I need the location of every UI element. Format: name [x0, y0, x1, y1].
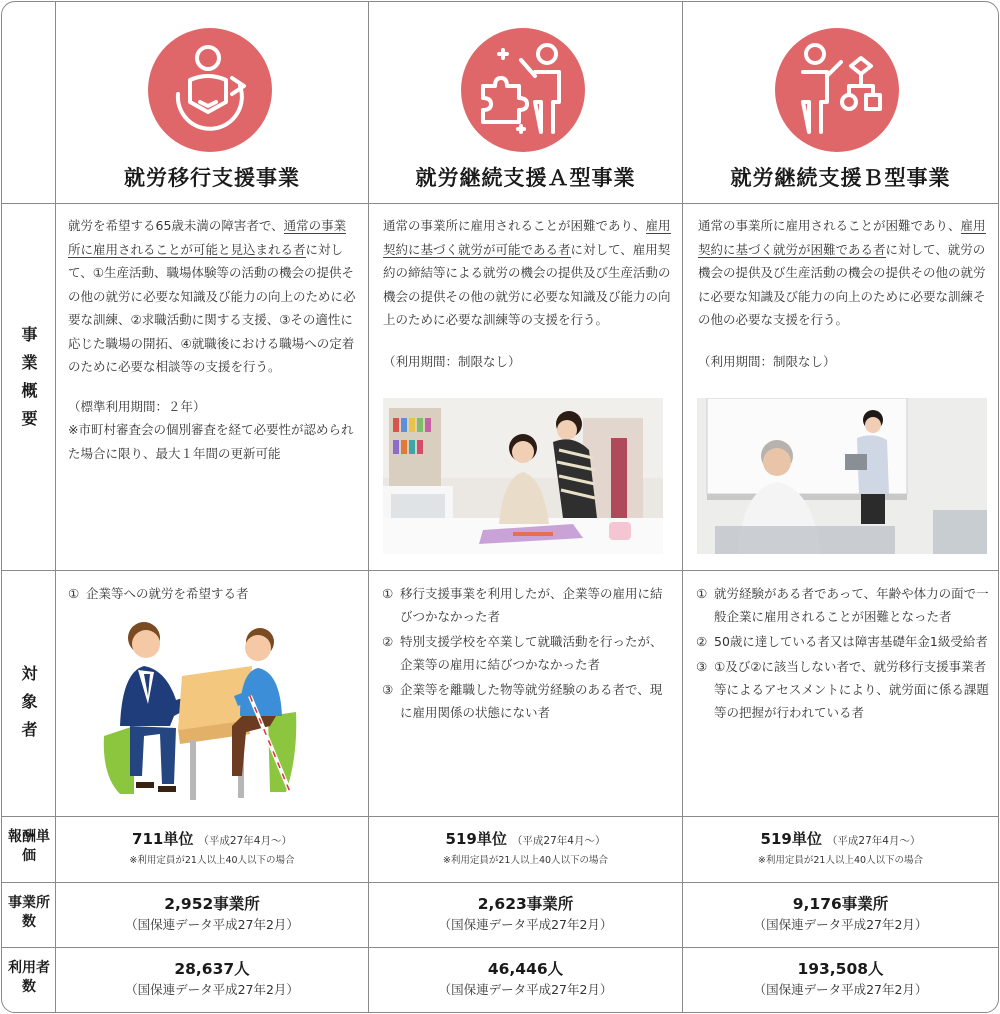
- overview-text-part: 通常の事業所に雇用されることが困難であり、: [698, 218, 961, 233]
- fee-note: ※利用定員が21人以上40人以下の場合: [129, 855, 295, 866]
- fee-type-a: [369, 828, 682, 866]
- offices-value: 9,176事業所: [792, 895, 889, 913]
- row-label-overview: 事業概要: [19, 326, 38, 438]
- users-transition: [56, 957, 368, 998]
- row-divider: [2, 882, 998, 883]
- users-source: （国保連データ平成27年2月）: [438, 982, 613, 997]
- fee-value: 519単位: [760, 830, 822, 848]
- fee-value: 519単位: [445, 830, 507, 848]
- target-item: [382, 630, 674, 676]
- users-value: 46,446人: [487, 960, 564, 978]
- fee-transition: [56, 828, 368, 866]
- target-text: 企業等への就労を希望する者: [86, 586, 249, 601]
- overview-text-part: に対して、①生産活動、職場体験等の活動の機会の提供その他の就労に必要な知識及び能力の向上のために必要な訓練、②求職活動に関する支援、③その適性に応じた職場の開拓、④就職後における職場への定着のために必要な相談等の支援を行う。: [68, 241, 356, 374]
- target-number: ③: [696, 659, 708, 674]
- target-text: 就労経験がある者であって、年齢や体力の面で一般企業に雇用されることが困難となった者: [714, 586, 989, 624]
- target-list: [68, 582, 363, 605]
- row-label-fee: 報酬単価: [8, 829, 50, 864]
- consultation-illustration: [100, 616, 300, 806]
- workshop-photo: [383, 398, 663, 554]
- target-list: [382, 582, 674, 724]
- overview-type-a: [383, 214, 671, 373]
- fee-period: （平成27年4月～）: [511, 835, 606, 847]
- training-photo: [697, 398, 987, 554]
- overview-text: [68, 214, 358, 379]
- target-number: ①: [382, 586, 394, 601]
- target-number: ②: [696, 634, 708, 649]
- target-number: ①: [696, 586, 708, 601]
- overview-text-underlined: 雇用契約に基づく就労が可能である者: [383, 218, 671, 257]
- target-text: 50歳に達している者又は障害基礎年金1級受給者: [714, 634, 988, 649]
- target-transition: [68, 582, 363, 607]
- row-label-target: 対象者: [19, 665, 38, 749]
- row-divider: [2, 203, 998, 204]
- offices-source: （国保連データ平成27年2月）: [753, 917, 928, 932]
- users-source: （国保連データ平成27年2月）: [125, 982, 299, 997]
- column-title-type-b: 就労継続支援Ｂ型事業: [730, 166, 951, 190]
- overview-text-part: 通常の事業所に雇用されることが困難であり、: [383, 218, 646, 233]
- offices-type-b: [683, 892, 998, 933]
- users-type-a: [369, 957, 682, 998]
- overview-text: [698, 214, 988, 332]
- fee-period: （平成27年4月～）: [826, 835, 921, 847]
- workshop-photo-illustration: [383, 398, 663, 554]
- fee-note: ※利用定員が21人以上40人以下の場合: [757, 855, 924, 866]
- offices-transition: [56, 892, 368, 933]
- target-number: ②: [382, 634, 394, 649]
- column-title-type-a: 就労継続支援Ａ型事業: [415, 166, 636, 190]
- overview-type-b: [698, 214, 988, 373]
- overview-transition: [68, 214, 358, 465]
- row-divider: [2, 816, 998, 817]
- target-text: 移行支援事業を利用したが、企業等の雇用に結びつかなかった者: [400, 586, 663, 624]
- target-text: 特別支援学校を卒業して就職活動を行ったが、企業等の雇用に結びつかなかった者: [400, 634, 663, 672]
- target-type-a: [382, 582, 674, 726]
- overview-text: [383, 214, 671, 332]
- overview-text-underlined: 雇用契約に基づく就労が困難である者: [698, 218, 986, 257]
- overview-text-part: に対して、雇用契約の締結等による就労の機会の提供及び生産活動の機会の提供その他の就労に必要な知識及び能力の向上のために必要な訓練等の支援を行う。: [383, 241, 671, 327]
- target-item: [696, 655, 990, 724]
- row-divider: [2, 947, 998, 948]
- target-item: [696, 582, 990, 628]
- target-text: ①及び②に該当しない者で、就労移行支援事業者等によるアセスメントにより、就労面に係る課題等の把握が行われている者: [714, 659, 989, 720]
- target-item: [382, 678, 674, 724]
- usage-period: （利用期間：制限なし）: [383, 353, 521, 369]
- offices-type-a: [369, 892, 682, 933]
- fee-value: 711単位: [132, 830, 194, 848]
- target-item: [382, 582, 674, 628]
- fee-period: （平成27年4月～）: [198, 835, 292, 847]
- fee-type-b: [683, 828, 998, 866]
- users-type-b: [683, 957, 998, 998]
- offices-value: 2,952事業所: [164, 895, 260, 913]
- fee-note: ※利用定員が21人以上40人以下の場合: [442, 855, 609, 866]
- usage-period: （標準利用期間：２年）: [68, 398, 206, 414]
- person-puzzle-icon: [461, 28, 585, 152]
- offices-value: 2,623事業所: [477, 895, 574, 913]
- overview-text-part: 就労を希望する65歳未満の障害者で、: [68, 218, 284, 233]
- target-list: [696, 582, 990, 724]
- consultation-illustration-art: [100, 616, 300, 806]
- users-source: （国保連データ平成27年2月）: [753, 982, 928, 997]
- target-item: [68, 582, 363, 605]
- overview-text-underlined: 通常の事業所に雇用されることが可能と見込まれる者: [68, 218, 347, 257]
- target-type-b: [696, 582, 990, 726]
- usage-period: （利用期間：制限なし）: [698, 353, 836, 369]
- overview-text-part: に対して、就労の機会の提供及び生産活動の機会の提供その他の就労に必要な知識及び能力の向上のために必要な訓練その他の必要な支援を行う。: [698, 241, 986, 327]
- training-photo-illustration: [697, 398, 987, 554]
- usage-period-note: ※市町村審査会の個別審査を経て必要性が認められた場合に限り、最大１年間の更新可能: [68, 422, 354, 461]
- comparison-table: [1, 1, 999, 1013]
- users-value: 28,637人: [174, 960, 250, 978]
- offices-source: （国保連データ平成27年2月）: [125, 917, 299, 932]
- offices-source: （国保連データ平成27年2月）: [438, 917, 613, 932]
- users-value: 193,508人: [797, 960, 884, 978]
- column-title-transition: 就労移行支援事業: [124, 166, 300, 190]
- target-number: ①: [68, 586, 80, 601]
- person-cycle-icon: [148, 28, 272, 152]
- target-item: [696, 630, 990, 653]
- person-chart-icon: [775, 28, 899, 152]
- target-number: ③: [382, 682, 394, 697]
- row-label-users: 利用者数: [8, 960, 50, 995]
- target-text: 企業等を離職した物等就労経験のある者で、現に雇用関係の状態にない者: [400, 682, 663, 720]
- row-divider: [2, 570, 998, 571]
- row-label-offices: 事業所数: [8, 895, 50, 930]
